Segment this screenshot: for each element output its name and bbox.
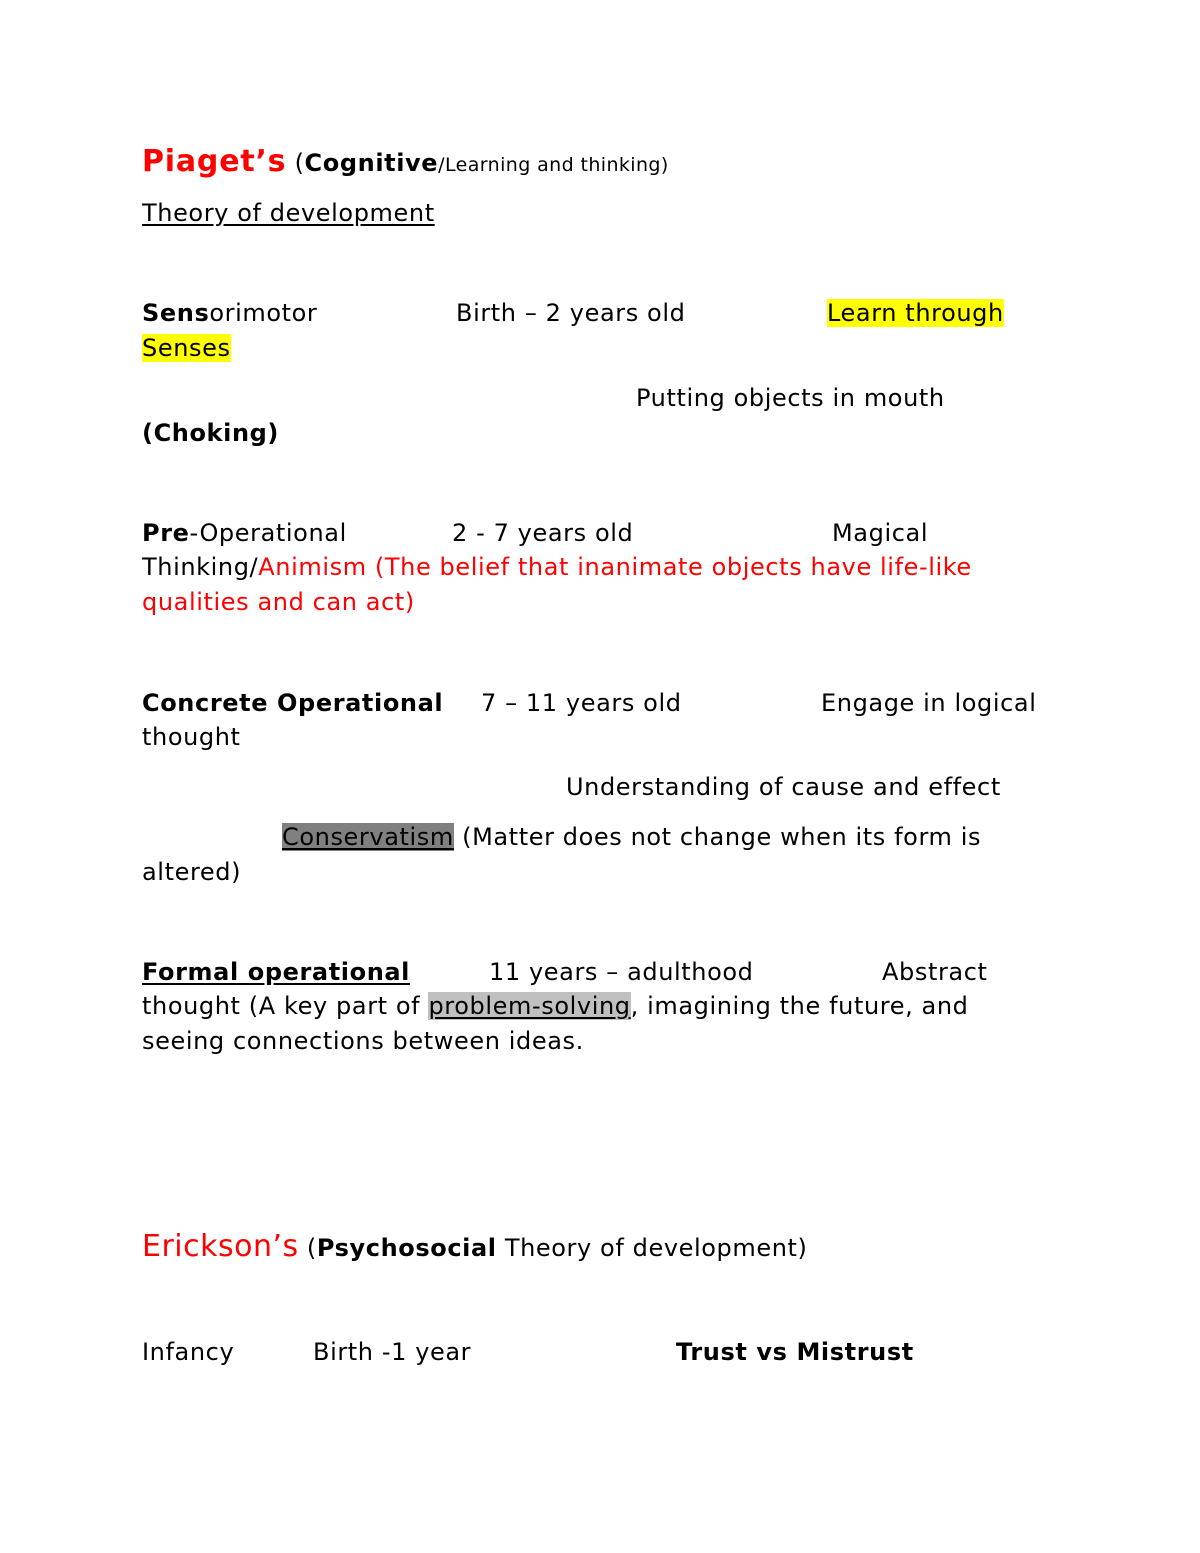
stage-preoperational-desc-2 [142,550,972,584]
stage-concrete-desc-2: thought [142,723,241,751]
stage-preoperational-desc-1: Magical [832,519,929,547]
stage-preoperational-name [142,516,347,550]
conservatism-definition: (Matter does not change when its form is [453,823,982,851]
stage-concrete-name: Concrete Operational [142,689,444,717]
preoperational-bold: Pre [142,519,190,547]
sensorimotor-highlight-1: Learn through [827,299,1004,327]
stage-formal-desc-3: seeing connections between ideas. [142,1027,584,1055]
piaget-name: Piaget’s [142,144,287,179]
erickson-paren: ( [298,1234,317,1262]
stage-sensorimotor-note-2: (Choking) [142,419,279,447]
stage-sensorimotor-name [142,296,317,330]
piaget-theory-heading: Theory of development [142,199,435,227]
erickson-psychosocial: Psychosocial [316,1234,497,1262]
stage-formal-desc-1: Abstract [882,958,988,986]
sensorimotor-bold: Sens [142,299,210,327]
preoperational-thinking: Thinking/ [142,553,259,581]
stage-formal-age: 11 years – adulthood [489,958,754,986]
erickson-stage-name: Infancy [142,1338,235,1366]
stage-formal-name: Formal operational [142,958,411,986]
preoperational-animism: Animism (The belief that inanimate objects have life-like [258,553,972,581]
erickson-title [142,1226,808,1269]
erickson-stage-age: Birth -1 year [313,1338,472,1366]
stage-concrete-conservatism-line [282,820,981,854]
preoperational-rest: -Operational [189,519,347,547]
formal-desc-2a: thought (A key part of [142,992,429,1020]
problem-solving-highlight: problem-solving [428,992,631,1020]
stage-preoperational-desc-3: qualities and can act) [142,588,415,616]
stage-concrete-conservatism-line-2: altered) [142,858,242,886]
stage-sensorimotor-desc-2 [142,331,231,365]
piaget-paren: ( [286,149,305,177]
erickson-name: Erickson’s [142,1229,299,1264]
stage-concrete-age: 7 – 11 years old [481,689,682,717]
conservatism-highlight: Conservatism [282,823,454,851]
stage-sensorimotor-desc-1 [827,296,1004,330]
formal-desc-2b: , imagining the future, and [630,992,969,1020]
stage-sensorimotor-age: Birth – 2 years old [456,299,686,327]
piaget-cognitive: Cognitive [304,149,439,177]
sensorimotor-highlight-2: Senses [142,334,231,362]
piaget-title [142,142,669,185]
piaget-subtitle: /Learning and thinking) [438,154,669,176]
stage-sensorimotor-note: Putting objects in mouth [636,384,945,412]
stage-concrete-desc-1: Engage in logical [821,689,1037,717]
erickson-subtitle: Theory of development) [496,1234,808,1262]
stage-preoperational-age: 2 - 7 years old [452,519,634,547]
erickson-stage-conflict: Trust vs Mistrust [676,1338,914,1366]
stage-concrete-note: Understanding of cause and effect [566,773,1001,801]
sensorimotor-rest: orimotor [209,299,318,327]
stage-formal-desc-2 [142,989,969,1023]
